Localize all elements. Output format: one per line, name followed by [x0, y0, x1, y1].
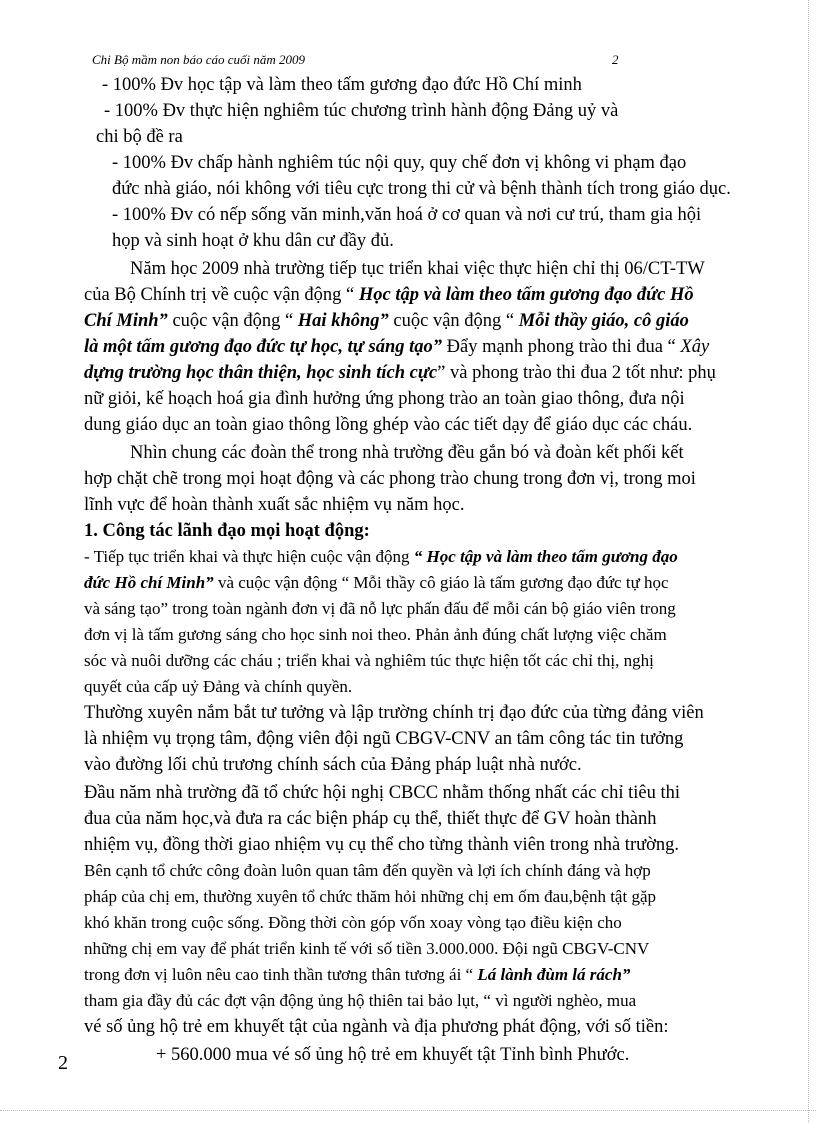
text-line: - Tiếp tục triển khai và thực hiện cuộc vận động “ Học tập và làm theo tấm gương đạo — [84, 547, 678, 566]
header-page-number: 2 — [612, 52, 619, 67]
text-line: - 100% Đv thực hiện nghiêm túc chương trình hành động Đảng uỷ và — [104, 101, 619, 121]
text-line: đua của năm học,và đưa ra các biện pháp cụ thể, thiết thực để GV hoàn thành — [84, 809, 657, 829]
footer-page-number: 2 — [58, 1052, 68, 1074]
text-line: Năm học 2009 nhà trường tiếp tục triển khai việc thực hiện chỉ thị 06/CT-TW — [130, 259, 705, 279]
text-line: họp và sinh hoạt ở khu dân cư đầy đủ. — [112, 231, 394, 251]
text-line: chi bộ đề ra — [96, 127, 183, 147]
text-line: vé số ủng hộ trẻ em khuyết tật của ngành và địa phương phát động, với số tiền: — [84, 1017, 669, 1037]
text-line: và sáng tạo” trong toàn ngành đơn vị đã nỗ lực phấn đấu để mỗi cán bộ giáo viên trong — [84, 599, 676, 618]
text-line: hợp chặt chẽ trong mọi hoạt động và các phong trào chung trong đơn vị, trong moi — [84, 469, 696, 489]
text-line: dựng trường học thân thiện, học sinh tích cực” và phong trào thi đua 2 tốt như: phụ — [84, 363, 716, 383]
text-line: Chí Minh” cuộc vận động “ Hai không” cuộc vận động “ Mỗi thầy giáo, cô giáo — [84, 311, 689, 331]
text-line: đức nhà giáo, nói không với tiêu cực trong thi cử và bệnh thành tích trong giáo dục. — [112, 179, 731, 199]
text-line: tham gia đầy đủ các đợt vận động ủng hộ thiên tai bảo lụt, “ vì người nghèo, mua — [84, 991, 637, 1010]
text-line: đức Hồ chí Minh” và cuộc vận động “ Mỗi thầy cô giáo là tấm gương đạo đức tự học — [84, 573, 669, 592]
page-bottom-divider — [0, 1110, 816, 1111]
page-right-divider — [808, 0, 809, 1123]
text-line: nhiệm vụ, đồng thời giao nhiệm vụ cụ thể cho từng thành viên trong nhà trường. — [84, 835, 680, 855]
text-line: pháp của chị em, thường xuyên tổ chức thăm hỏi những chị em ốm đau,bệnh tật gặp — [84, 887, 656, 906]
text-line: khó khăn trong cuộc sống. Đồng thời còn góp vốn xoay vòng tạo điều kiện cho — [84, 913, 622, 932]
text-line: - 100% Đv chấp hành nghiêm túc nội quy, quy chế đơn vị không vi phạm đạo — [112, 153, 687, 173]
text-line: của Bộ Chính trị về cuộc vận động “ Học tập và làm theo tấm gương đạo đức Hồ — [84, 285, 694, 305]
page-header — [92, 52, 632, 68]
text-line: những chị em vay để phát triển kinh tế với số tiền 3.000.000. Đội ngũ CBGV-CNV — [84, 939, 650, 958]
text-line: quyết của cấp uỷ Đảng và chính quyền. — [84, 677, 353, 696]
text-line: là nhiệm vụ trọng tâm, động viên đội ngũ CBGV-CNV an tâm công tác tin tưởng — [84, 729, 684, 749]
text-line: Bên cạnh tổ chức công đoàn luôn quan tâm đến quyền và lợi ích chính đáng và hợp — [84, 861, 651, 880]
text-line: Thường xuyên nắm bắt tư tưởng và lập trường chính trị đạo đức của từng đảng viên — [84, 703, 704, 723]
text-line: đơn vị là tấm gương sáng cho học sinh noi theo. Phản ảnh đúng chất lượng việc chăm — [84, 625, 667, 644]
text-line: - 100% Đv học tập và làm theo tấm gương đạo đức Hồ Chí minh — [102, 75, 582, 95]
text-line: vào đường lối chủ trương chính sách của Đảng pháp luật nhà nước. — [84, 755, 582, 775]
text-line: Nhìn chung các đoàn thể trong nhà trường đều gắn bó và đoàn kết phối kết — [130, 443, 684, 463]
text-line: lĩnh vực để hoàn thành xuất sắc nhiệm vụ năm học. — [84, 495, 465, 515]
text-line: trong đơn vị luôn nêu cao tinh thần tương thân tương ái “ Lá lành đùm lá rách” — [84, 965, 631, 984]
text-line: dung giáo dục an toàn giao thông lồng ghép vào các tiết dạy để giáo dục các cháu. — [84, 415, 693, 435]
text-line: - 100% Đv có nếp sống văn minh,văn hoá ở cơ quan và nơi cư trú, tham gia hội — [112, 205, 702, 225]
text-line: sóc và nuôi dưỡng các cháu ; triển khai và nghiêm túc thực hiện tốt các chỉ thị, nghị — [84, 651, 654, 670]
text-line: nữ giỏi, kế hoạch hoá gia đình hưởng ứng phong trào an toàn giao thông, đưa nội — [84, 389, 685, 409]
header-title: Chi Bộ mầm non báo cáo cuối năm 2009 — [92, 52, 306, 67]
text-line: + 560.000 mua vé số ủng hộ trẻ em khuyết tật Tỉnh bình Phước. — [156, 1045, 630, 1065]
section-heading: 1. Công tác lãnh đạo mọi hoạt động: — [84, 521, 370, 541]
text-line: Đầu năm nhà trường đã tổ chức hội nghị CBCC nhằm thống nhất các chỉ tiêu thi — [84, 783, 681, 803]
text-line: là một tấm gương đạo đức tự học, tự sáng tạo” Đẩy mạnh phong trào thi đua “ Xây — [84, 337, 710, 357]
